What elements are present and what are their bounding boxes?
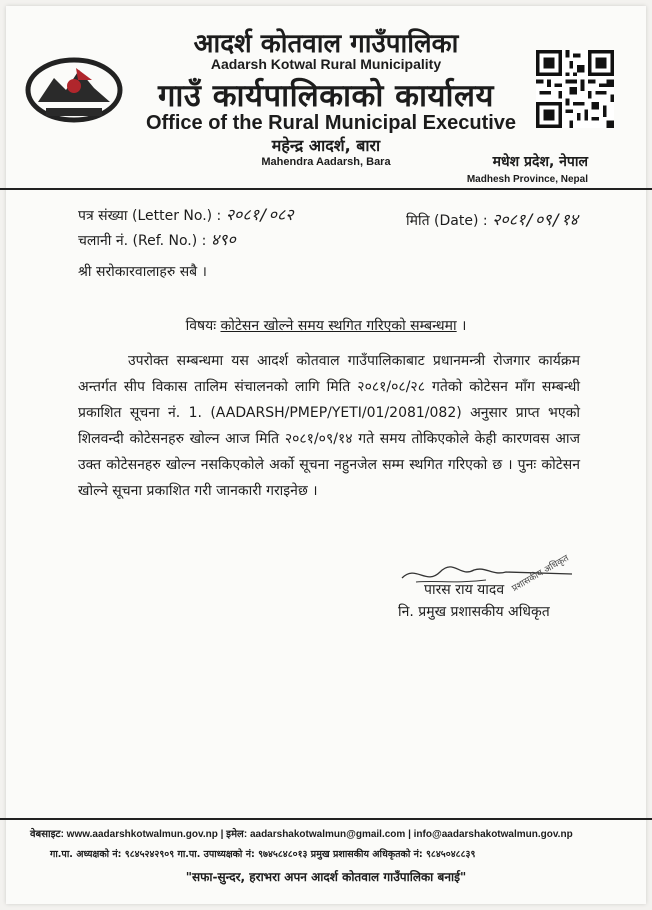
qr-code xyxy=(536,50,614,128)
reference-number-value: ४९० xyxy=(210,230,236,249)
place-nepali: महेन्द्र आदर्श, बारा xyxy=(271,136,381,155)
letter-number xyxy=(78,203,294,225)
letter-date xyxy=(406,208,578,230)
province-nepali: मधेश प्रदेश, नेपाल xyxy=(492,154,588,170)
footer-slogan: "सफा-सुन्दर, हराभरा अपन आदर्श कोतवाल गाउँपालिका बनाई" xyxy=(185,870,467,884)
signatory-name: पारस राय यादव xyxy=(424,582,505,598)
signatory-title: नि. प्रमुख प्रशासकीय अधिकृत xyxy=(398,604,550,620)
stamp-text: प्रशासकीय अधिकृत xyxy=(510,553,571,595)
reference-number xyxy=(78,228,236,250)
place-english: Mahendra Aadarsh, Bara xyxy=(261,156,391,168)
subject-line xyxy=(0,316,652,335)
subject-end: । xyxy=(456,318,467,334)
date-label: मिति (Date) : xyxy=(406,213,488,229)
subject-text: कोटेसन खोल्ने समय स्थगित गरिएको सम्बन्धमा xyxy=(220,318,457,334)
office-name-english: Office of the Rural Municipal Executive xyxy=(145,112,517,134)
municipality-name-english: Aadarsh Kotwal Rural Municipality xyxy=(210,56,442,72)
letter-number-label: पत्र संख्या (Letter No.) : xyxy=(78,208,222,224)
municipality-name-nepali: आदर्श कोतवाल गाउँपालिका xyxy=(193,29,459,59)
footer-contact-web-email: वेबसाइट: www.aadarshkotwalmun.gov.np | इमेल: aadarshakotwalmun@gmail.com | info@aadarshakotwalmun.gov.np xyxy=(30,829,573,840)
province-english: Madhesh Province, Nepal xyxy=(466,174,588,185)
office-name-nepali: गाउँ कार्यपालिकाको कार्यालय xyxy=(157,78,495,114)
header-divider xyxy=(0,188,652,190)
footer-phone-numbers: गा.पा. अध्यक्षको नं: ९८४५२४२९०९ गा.पा. उपाध्यक्षको नं: ९७४५८४८०१३ प्रमुख प्रशासकीय अधिकृतको नं: ९८४५०४८८३९ xyxy=(50,849,476,860)
subject-label: विषयः xyxy=(185,318,217,334)
reference-number-label: चलानी नं. (Ref. No.) : xyxy=(78,233,207,249)
letter-body: उपरोक्त सम्बन्धमा यस आदर्श कोतवाल गाउँपालिकाबाट प्रधानमन्त्री रोजगार कार्यक्रम अन्तर्गत सीप विकास तालिम संचालनको लागि मिति २०८१/०८/२८ गतेको कोटेसन माँग सम्बन्धी प्रकाशित सूचना नं. 1. (AADARSH/PMEP/YETI/01/2081/082) अनुसार प्राप्त भएको शिलवन्दी कोटेसनहरु खोल्न आज मिति २०८१/०९/१४ गते समय तोकिएकोले केही कारणवस आज उक्त कोटेसनहरु खोल्न नसकिएकोले अर्को सूचना नहुनजेल सम्म स्थगित गरिएको छ । पुनः कोटेसन खोल्ने सूचना प्रकाशित गरी जानकारी गराइनेछ । xyxy=(78,353,580,499)
letter-number-value: २०८१/०८२ xyxy=(225,205,294,224)
footer-divider xyxy=(0,818,652,820)
date-value: २०८१/०९/१४ xyxy=(492,210,578,229)
recipient: श्री सरोकारवालाहरु सबै । xyxy=(78,264,207,280)
